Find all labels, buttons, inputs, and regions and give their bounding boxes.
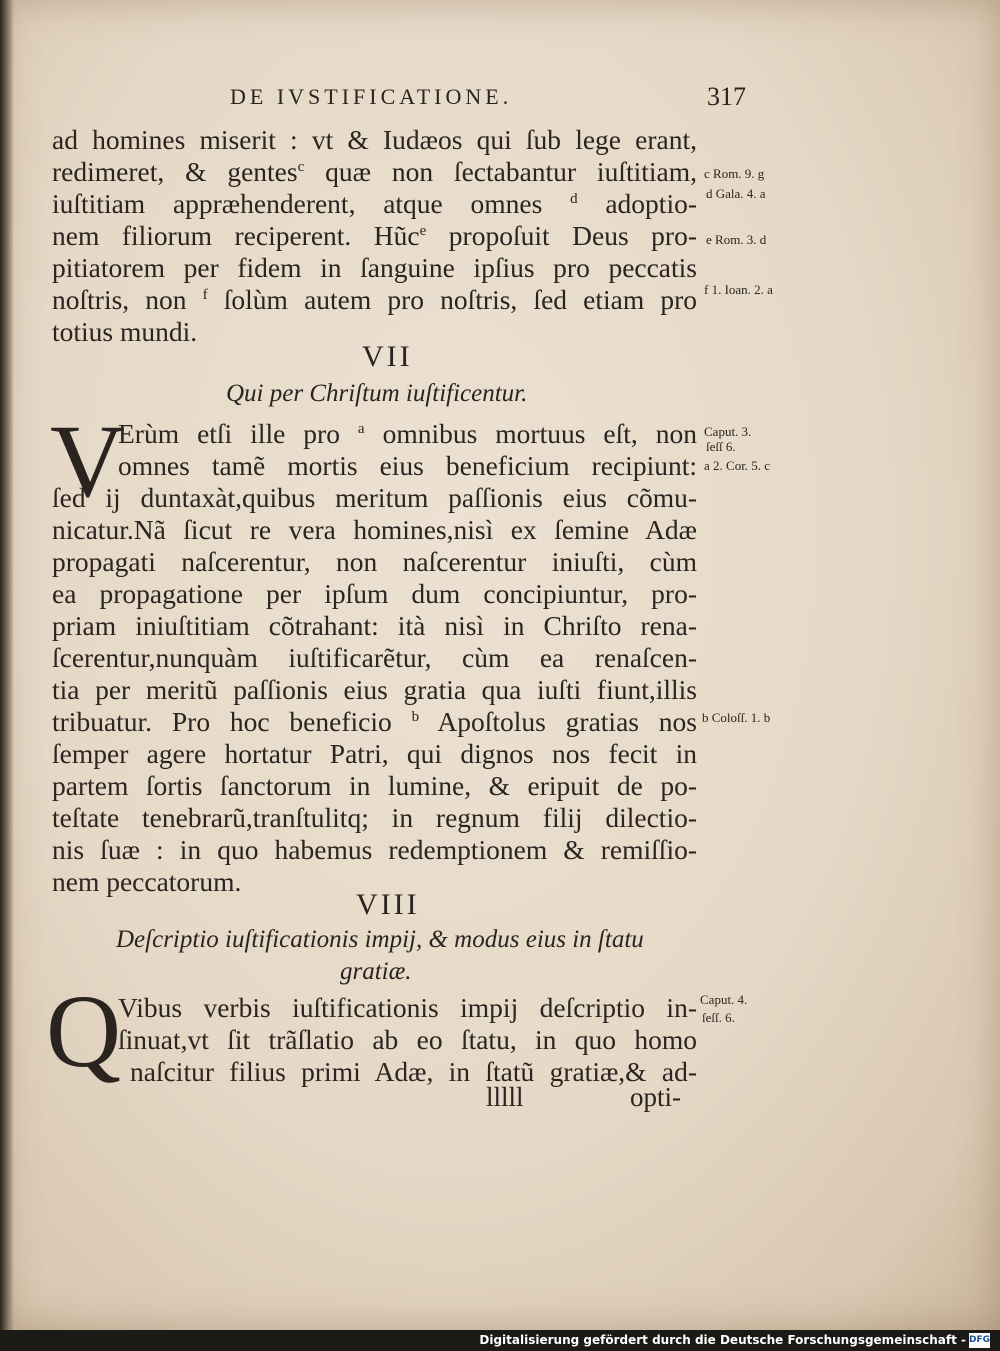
margin-note: Caput. 4. — [700, 992, 748, 1007]
text-line: iuſtitiam appræhenderent, atque omnes $^d$ adoptio- — [52, 188, 697, 219]
text-line: ſinuat,vt ſit trãſlatio ab eo ſtatu, in quo homo — [118, 1024, 697, 1055]
text-line: propagati naſcerentur, non naſcerentur iniuſti, cùm — [52, 546, 697, 577]
margin-note: a 2. Cor. 5. c — [704, 458, 771, 473]
text-line: omnes tamẽ mortis eius beneficium recipiunt: — [118, 450, 697, 481]
text-line: totius mundi. — [52, 316, 198, 347]
page-edge — [0, 0, 14, 1330]
text-line: ad homines miserit : vt & Iudæos qui ſub lege erant, — [52, 124, 697, 155]
page-number: 317 — [707, 82, 746, 111]
margin-note: d Gala. 4. a — [706, 186, 766, 201]
text-line: noſtris, non $^f$ ſolùm autem pro noſtris, ſed etiam pro — [52, 284, 698, 315]
text-line: ſcerentur,nunquàm iuſtificarẽtur, cùm ea renaſcen- — [52, 642, 697, 673]
margin-note: f 1. Ioan. 2. a — [704, 282, 773, 297]
text-line: Erùm etſi ille pro $^a$ omnibus mortuus eſt, non — [118, 418, 697, 449]
text-line: nicatur.Nã ſicut re vera homines,nisì ex ſemine Adæ — [52, 514, 697, 545]
margin-note: e Rom. 3. d — [706, 232, 767, 247]
chapter-title: Qui per Chriſtum iuſtificentur. — [226, 380, 528, 407]
drop-capital: V — [50, 404, 126, 519]
text-line: Vibus verbis iuſtificationis impij deſcriptio in- — [118, 992, 697, 1023]
margin-note: ſeſſ. 6. — [702, 1010, 735, 1025]
text-line: teſtate tenebrarũ,tranſtulitq; in regnum filij dilectio- — [52, 802, 697, 833]
chapter-numeral: VIII — [356, 888, 420, 921]
margin-note: Caput. 3. — [704, 424, 752, 439]
catchword: opti- — [630, 1082, 681, 1112]
text-line: ſemper agere hortatur Patri, qui dignos nos fecit in — [52, 738, 697, 769]
margin-note: ſeſſ 6. — [706, 439, 736, 454]
signature-mark: lllll — [486, 1082, 524, 1112]
margin-note: c Rom. 9. g — [704, 166, 765, 181]
text-line: pitiatorem per fidem in ſanguine ipſius pro peccatis — [52, 252, 697, 283]
text-line: nem peccatorum. — [52, 866, 242, 897]
text-line: redimeret, & gentes$^c$ quæ non ſectabantur iuſtitiam, — [52, 156, 698, 187]
text-line: tribuatur. Pro hoc beneficio $^b$ Apoſtolus gratias nos — [52, 706, 697, 737]
text-line: nis ſuæ : in quo habemus redemptionem & remiſſio- — [52, 834, 697, 865]
text-line: priam iniuſtitiam cõtrahant: ità nisì in Chriſto rena- — [52, 610, 697, 641]
text-line: nem filiorum reciperent. Hũc$^e$ propoſuit Deus pro- — [52, 220, 697, 251]
running-head: DE IVSTIFICATIONE. — [230, 84, 513, 109]
text-line: ſed ij duntaxàt,quibus meritum paſſionis eius cõmu- — [52, 482, 697, 513]
chapter-title: Deſcriptio iuſtificationis impij, & modus eius in ſtatu — [116, 926, 644, 953]
text-line: naſcitur filius primi Adæ, in ſtatũ gratiæ,& ad- — [130, 1056, 697, 1087]
dfg-logo: DFG — [969, 1333, 990, 1348]
margin-note: b Coloſſ. 1. b — [702, 710, 771, 725]
text-line: partem ſortis ſanctorum in lumine, & eripuit de po- — [52, 770, 697, 801]
text-line: ea propagatione per ipſum dum concipiuntur, pro- — [52, 578, 697, 609]
chapter-numeral: VII — [362, 340, 413, 373]
drop-capital: Q — [46, 974, 122, 1089]
text-line: tia per meritũ paſſionis eius gratia qua iuſti fiunt,illis — [52, 674, 697, 705]
chapter-title-continued: gratiæ. — [340, 958, 412, 985]
digitization-credit: Digitalisierung gefördert durch die Deutsche Forschungsgemeinschaft - — [479, 1333, 966, 1347]
